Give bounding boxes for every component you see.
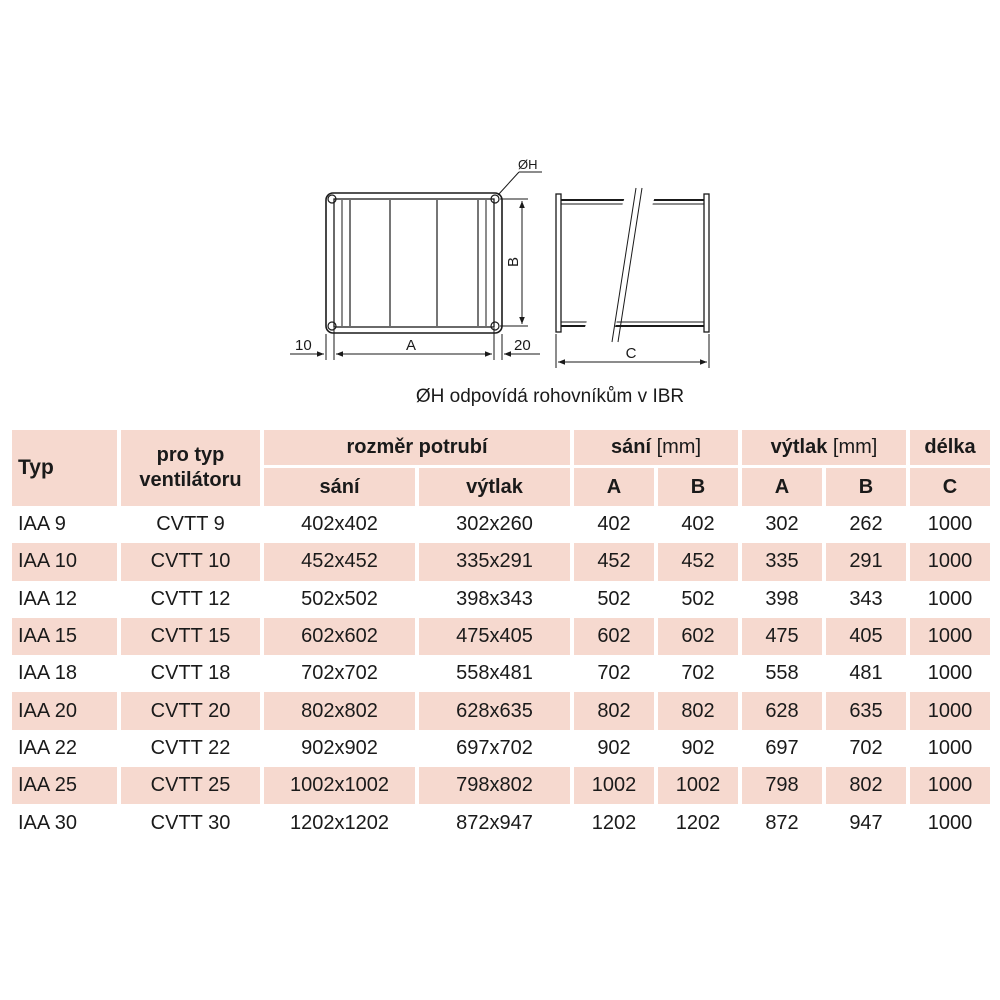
- cell-outlet-b: 405: [822, 618, 906, 655]
- cell-length-c: 1000: [906, 692, 990, 729]
- technical-drawing: [0, 0, 1000, 380]
- cell-outlet-b: 481: [822, 655, 906, 692]
- cell-fan: CVTT 25: [117, 767, 260, 804]
- cell-outlet-b: 635: [822, 692, 906, 729]
- cell-inlet-a: 1002: [570, 767, 654, 804]
- dim-a-label: A: [405, 337, 417, 354]
- corner-hole: [328, 322, 336, 330]
- cell-inlet-b: 402: [654, 506, 738, 543]
- cell-duct-inlet: 902x902: [260, 730, 415, 767]
- cell-typ: IAA 30: [18, 811, 77, 834]
- cell-inlet-a: 802: [570, 692, 654, 729]
- header-outlet-a: A: [738, 465, 822, 506]
- header-outlet-b: B: [822, 465, 906, 506]
- cell-outlet-a: 872: [738, 804, 822, 841]
- cell-length-c: 1000: [906, 618, 990, 655]
- cell-fan: CVTT 9: [117, 506, 260, 543]
- cell-inlet-a: 502: [570, 581, 654, 618]
- cell-duct-inlet: 1002x1002: [260, 767, 415, 804]
- cell-outlet-b: 947: [822, 804, 906, 841]
- front-view: [326, 193, 502, 333]
- cell-inlet-a: 602: [570, 618, 654, 655]
- header-typ: Typ: [12, 430, 117, 506]
- cell-inlet-a: 402: [570, 506, 654, 543]
- cell-inlet-b: 452: [654, 543, 738, 580]
- header-inlet-b: B: [654, 465, 738, 506]
- cell-outlet-b: 802: [822, 767, 906, 804]
- cell-outlet-a: 302: [738, 506, 822, 543]
- cell-duct-outlet: 475x405: [415, 618, 570, 655]
- cell-typ: IAA 15: [12, 618, 117, 655]
- dim-20-label: 20: [514, 337, 531, 354]
- table-row: [12, 655, 990, 692]
- cell-inlet-b: 802: [654, 692, 738, 729]
- table-row: [12, 543, 990, 580]
- cell-fan: CVTT 22: [117, 730, 260, 767]
- cell-typ: IAA 20: [12, 692, 117, 729]
- front-flange: [326, 193, 502, 333]
- header-length: délka: [906, 430, 990, 465]
- cell-outlet-a: 335: [738, 543, 822, 580]
- table-row: [12, 730, 990, 767]
- cell-fan: CVTT 30: [117, 804, 260, 841]
- cell-outlet-b: 343: [822, 581, 906, 618]
- header-inlet-label: sání: [610, 436, 652, 458]
- cell-outlet-b: 262: [822, 506, 906, 543]
- cell-outlet-a: 398: [738, 581, 822, 618]
- table-row: [12, 618, 990, 655]
- header-duct-outlet: výtlak: [415, 465, 570, 506]
- cell-duct-outlet: 558x481: [415, 655, 570, 692]
- header-length-c: C: [906, 465, 990, 506]
- cell-duct-inlet: 602x602: [260, 618, 415, 655]
- side-flange-right: [704, 194, 709, 332]
- cell-duct-inlet: 402x402: [260, 506, 415, 543]
- cell-length-c: 1000: [906, 506, 990, 543]
- header-duct-inlet: sání: [260, 465, 415, 506]
- cell-outlet-b: 291: [822, 543, 906, 580]
- cell-outlet-a: 628: [738, 692, 822, 729]
- cell-inlet-b: 1002: [654, 767, 738, 804]
- cell-inlet-a: 902: [570, 730, 654, 767]
- break-gap: [582, 192, 657, 338]
- cell-duct-outlet: 628x635: [415, 692, 570, 729]
- front-frame: [334, 199, 494, 327]
- cell-duct-inlet: 452x452: [260, 543, 415, 580]
- dim-10-label: 10: [295, 337, 312, 354]
- corner-hole: [491, 322, 499, 330]
- table-row: [12, 804, 990, 841]
- cell-length-c: 1000: [906, 804, 990, 841]
- header-inlet-unit: [mm]: [656, 436, 702, 458]
- cell-duct-outlet: 798x802: [415, 767, 570, 804]
- cell-inlet-b: 1202: [654, 804, 738, 841]
- cell-duct-outlet: 872x947: [415, 804, 570, 841]
- table-row: [12, 506, 990, 543]
- cell-typ: IAA 12: [18, 587, 77, 610]
- header-fan-line2: ventilátoru: [139, 469, 242, 491]
- side-view: [556, 188, 709, 342]
- cell-fan: CVTT 15: [117, 618, 260, 655]
- cell-inlet-b: 702: [654, 655, 738, 692]
- cell-outlet-a: 697: [738, 730, 822, 767]
- dim-b-label: B: [505, 256, 522, 268]
- cell-duct-outlet: 302x260: [415, 506, 570, 543]
- cell-inlet-b: 502: [654, 581, 738, 618]
- header-fan: [117, 430, 260, 506]
- cell-outlet-a: 475: [738, 618, 822, 655]
- cell-duct-outlet: 335x291: [415, 543, 570, 580]
- cell-fan: CVTT 20: [117, 692, 260, 729]
- cell-length-c: 1000: [906, 767, 990, 804]
- cell-typ: IAA 18: [18, 662, 77, 685]
- cell-typ: IAA 25: [12, 767, 117, 804]
- header-outlet-label: výtlak: [770, 436, 828, 458]
- header-fan-line1: pro typ: [156, 444, 225, 466]
- cell-typ: IAA 9: [18, 513, 66, 536]
- header-outlet: [738, 430, 906, 465]
- cell-duct-outlet: 697x702: [415, 730, 570, 767]
- cell-outlet-a: 558: [738, 655, 822, 692]
- header-inlet: [570, 430, 738, 465]
- cell-inlet-a: 702: [570, 655, 654, 692]
- cell-length-c: 1000: [906, 581, 990, 618]
- drawing-caption: ØH odpovídá rohovníkům v IBR: [415, 386, 685, 407]
- table-row: [12, 692, 990, 729]
- side-flange-left: [556, 194, 561, 332]
- cell-fan: CVTT 12: [117, 581, 260, 618]
- cell-length-c: 1000: [906, 543, 990, 580]
- dim-c-label: C: [625, 345, 637, 362]
- cell-fan: CVTT 18: [117, 655, 260, 692]
- cell-inlet-a: 452: [570, 543, 654, 580]
- header-duct: rozměr potrubí: [260, 430, 570, 465]
- hole-label: ØH: [518, 157, 538, 172]
- cell-inlet-a: 1202: [570, 804, 654, 841]
- cell-inlet-b: 602: [654, 618, 738, 655]
- cell-duct-inlet: 1202x1202: [260, 804, 415, 841]
- cell-duct-inlet: 502x502: [260, 581, 415, 618]
- table-body: [12, 506, 990, 842]
- hole-leader: [498, 172, 519, 195]
- cell-length-c: 1000: [906, 655, 990, 692]
- cell-duct-inlet: 702x702: [260, 655, 415, 692]
- cell-length-c: 1000: [906, 730, 990, 767]
- cell-typ: IAA 10: [12, 543, 117, 580]
- dimensions-table: [12, 430, 990, 842]
- cell-inlet-b: 902: [654, 730, 738, 767]
- header-inlet-a: A: [570, 465, 654, 506]
- cell-outlet-a: 798: [738, 767, 822, 804]
- table-row: [12, 767, 990, 804]
- cell-outlet-b: 702: [822, 730, 906, 767]
- cell-typ: IAA 22: [18, 736, 77, 759]
- header-outlet-unit: [mm]: [832, 436, 878, 458]
- table-row: [12, 581, 990, 618]
- cell-duct-inlet: 802x802: [260, 692, 415, 729]
- cell-duct-outlet: 398x343: [415, 581, 570, 618]
- cell-fan: CVTT 10: [117, 543, 260, 580]
